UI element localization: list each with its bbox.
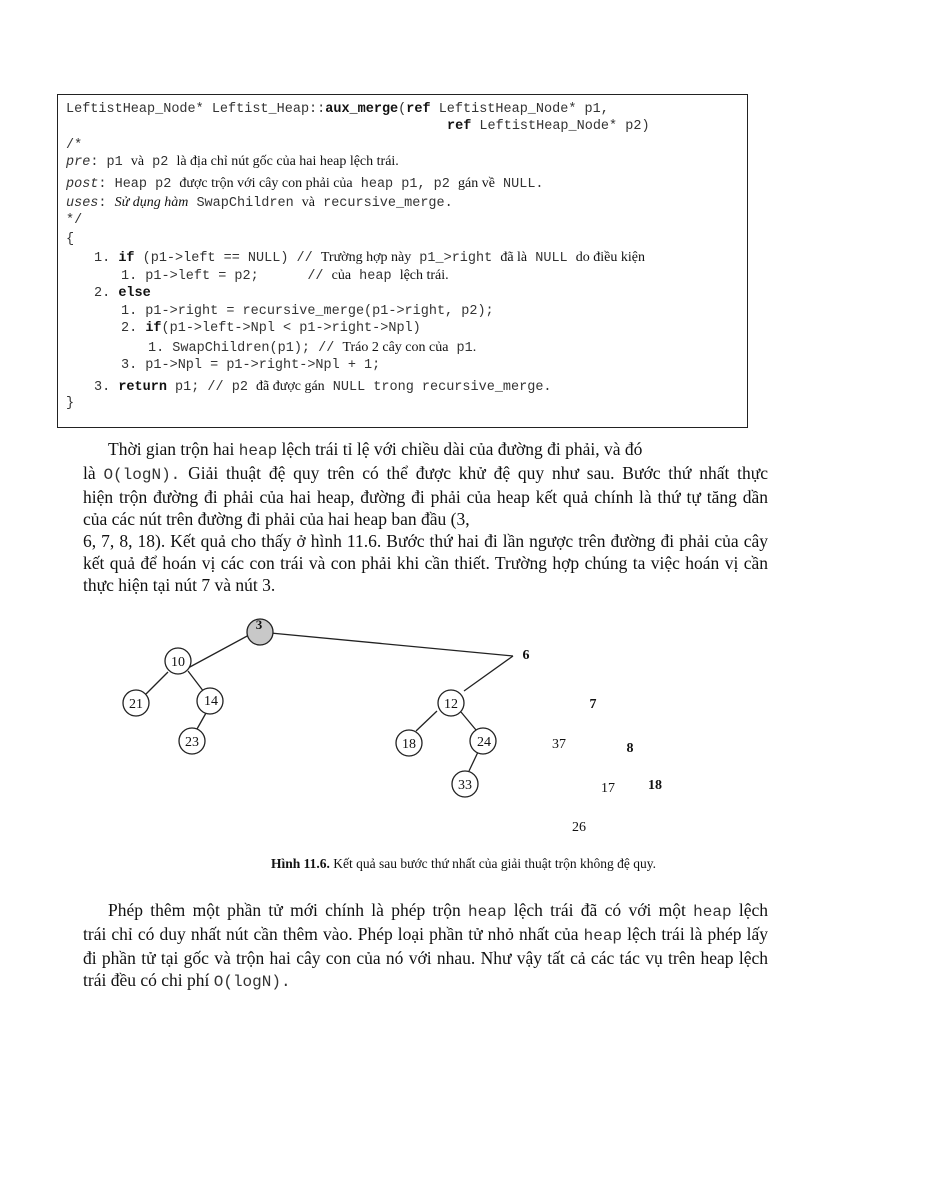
node-label-37: 37: [552, 737, 566, 752]
code-segment: NULL trong recursive_merge.: [324, 380, 552, 395]
code-segment: đã là: [500, 250, 528, 265]
code-line: [121, 267, 449, 285]
code-segment: gán về: [457, 176, 495, 191]
code-line: [66, 395, 74, 412]
inline-code: heap: [693, 903, 732, 921]
code-segment: 2.: [94, 286, 119, 301]
code-segment: Sử dụng hàm: [114, 195, 189, 210]
tree-node-label: 10: [171, 655, 185, 670]
text-span: trái đều có chi phí: [83, 970, 214, 990]
node-label-17: 17: [601, 781, 615, 796]
paragraph-line: [83, 899, 768, 923]
code-segment: SwapChildren: [188, 196, 302, 211]
code-segment: Trường hợp này: [320, 250, 412, 265]
code-line: [66, 153, 399, 171]
text-span: lệch trái tỉ lệ với chiều dài của đường đi phải, và đó: [277, 439, 643, 459]
caption-number: Hình 11.6.: [271, 856, 330, 871]
code-segment: ref: [447, 119, 472, 134]
text-span: lệch trái đã có với một: [506, 900, 694, 920]
code-segment: 1.: [94, 251, 119, 266]
code-segment: heap: [351, 269, 400, 284]
code-line: [66, 231, 74, 248]
text-span: lệch: [731, 900, 768, 920]
inline-code: O(logN).: [213, 973, 291, 991]
leftist-heap-figure: [0, 610, 927, 850]
tree-node-label: 18: [402, 737, 416, 752]
code-line: [66, 175, 544, 193]
inline-code: heap: [238, 442, 278, 460]
code-segment: :: [98, 196, 115, 211]
code-segment: 3.: [94, 380, 119, 395]
node-label-26: 26: [572, 820, 586, 835]
code-segment: 1. SwapChildren(p1); //: [148, 341, 343, 356]
code-segment: .: [472, 340, 477, 355]
code-segment: LeftistHeap_Node* Leftist_Heap::: [66, 102, 326, 117]
code-line: [148, 339, 476, 357]
code-segment: */: [66, 213, 83, 228]
code-segment: if: [145, 321, 162, 336]
code-segment: {: [66, 232, 75, 247]
code-segment: }: [66, 396, 75, 411]
text-span: lệch trái là phép lấy: [622, 924, 768, 944]
code-line: [66, 137, 82, 154]
node-label-7: 7: [589, 697, 597, 712]
code-segment: NULL.: [494, 177, 544, 192]
code-segment: LeftistHeap_Node* p2): [471, 119, 650, 134]
code-segment: /*: [66, 138, 83, 153]
code-segment: (: [398, 102, 407, 117]
text-span: Thời gian trộn hai: [108, 439, 239, 459]
paragraph-line: [83, 462, 768, 486]
code-segment: được trộn với cây con phải của: [179, 176, 353, 191]
code-line: [66, 194, 453, 212]
code-segment: 2.: [121, 321, 146, 336]
code-line: [94, 285, 151, 302]
paragraph-merge-time: [83, 438, 768, 596]
tree-node-label: 33: [458, 778, 472, 793]
figure-caption: [0, 856, 927, 872]
paragraph-line: hiện trộn đường đi phải của hai heap, đường đi phải của heap kết quả chính là thứ tự tăng dần: [83, 487, 768, 507]
code-line: [121, 303, 494, 320]
paragraph-line: đi phần tử tại gốc và trộn hai cây con của nó với nhau. Như vậy tất cả các tác vụ trên heap lệch: [83, 948, 768, 968]
node-label-8: 8: [626, 741, 634, 756]
code-segment: p2: [144, 155, 177, 170]
text-span: Giải thuật đệ quy trên có thể được khử đệ quy như sau. Bước thứ nhất thực: [180, 463, 768, 483]
caption-text: Kết quả sau bước thứ nhất của giải thuật trộn không đệ quy.: [329, 856, 656, 871]
code-segment: : p1: [90, 155, 131, 170]
code-segment: đã được gán: [256, 379, 325, 394]
paragraph-line: [83, 438, 768, 462]
node-label-6: 6: [522, 648, 530, 663]
tree-node-label: 24: [477, 735, 491, 750]
paragraph-line: kết quả để hoán vị các con trái và con phải khi cần thiết. Trường hợp chúng ta việc hoán vị cần: [83, 553, 768, 573]
code-line: [447, 118, 650, 135]
code-line: [121, 320, 421, 337]
code-segment: lệch trái.: [399, 268, 449, 283]
code-line: [121, 357, 380, 374]
code-line: [94, 378, 552, 396]
code-segment: aux_merge: [325, 102, 399, 117]
paragraph-line: [83, 969, 768, 993]
code-segment: : Heap p2: [98, 177, 180, 192]
code-segment: là địa chỉ nút gốc của hai heap lệch trái.: [176, 154, 399, 169]
paragraph-line: 6, 7, 8, 18). Kết quả cho thấy ở hình 11.6. Bước thứ hai đi lần ngược trên đường đi phải của cây: [83, 531, 768, 551]
code-segment: và: [130, 154, 145, 169]
tree-node-label: 3: [255, 617, 263, 632]
code-line: [66, 212, 82, 229]
code-segment: LeftistHeap_Node* p1,: [430, 102, 609, 117]
code-segment: và: [301, 195, 315, 210]
code-segment: NULL: [527, 251, 576, 266]
code-segment: p1; // p2: [166, 380, 257, 395]
code-segment: if: [118, 251, 135, 266]
code-box: [57, 94, 748, 428]
code-segment: của: [331, 268, 352, 283]
code-segment: 3. p1->Npl = p1->right->Npl + 1;: [121, 358, 381, 373]
code-segment: ref: [406, 102, 431, 117]
code-segment: heap p1, p2: [352, 177, 458, 192]
inline-code: O(logN).: [103, 466, 181, 484]
code-segment: 1. p1->right = recursive_merge(p1->right, p2);: [121, 304, 494, 319]
text-span: là: [83, 463, 104, 483]
code-line: [66, 101, 609, 118]
code-segment: uses: [66, 196, 99, 211]
code-segment: else: [118, 286, 151, 301]
code-segment: (p1->left->Npl < p1->right->Npl): [161, 321, 421, 336]
code-segment: (p1->left == NULL) //: [134, 251, 321, 266]
paragraph-line: của các nút trên đường đi phải của hai heap ban đầu (3,: [83, 509, 470, 529]
text-span: trái chỉ có duy nhất nút cần thêm vào. Phép loại phần tử nhỏ nhất của: [83, 924, 584, 944]
code-segment: do điều kiện: [575, 250, 645, 265]
code-segment: Tráo 2 cây con của: [342, 340, 449, 355]
inline-code: heap: [468, 903, 507, 921]
paragraph-insert-delete: [83, 899, 768, 993]
code-segment: p1_>right: [411, 251, 501, 266]
tree-node-label: 12: [444, 697, 458, 712]
code-segment: recursive_merge.: [315, 196, 453, 211]
paragraph-line: thực hiện tại nút 7 và nút 3.: [83, 575, 276, 595]
code-segment: p1: [448, 341, 473, 356]
tree-node-label: 21: [129, 697, 143, 712]
code-line: [94, 249, 645, 267]
tree-node-label: 23: [185, 735, 199, 750]
code-segment: post: [66, 177, 99, 192]
tree-node-label: 14: [204, 694, 218, 709]
code-segment: return: [118, 380, 167, 395]
text-span: Phép thêm một phần tử mới chính là phép trộn: [108, 900, 469, 920]
code-segment: pre: [66, 155, 91, 170]
inline-code: heap: [583, 927, 623, 945]
code-segment: 1. p1->left = p2; //: [121, 269, 332, 284]
node-label-18: 18: [648, 778, 662, 793]
paragraph-line: [83, 923, 768, 947]
